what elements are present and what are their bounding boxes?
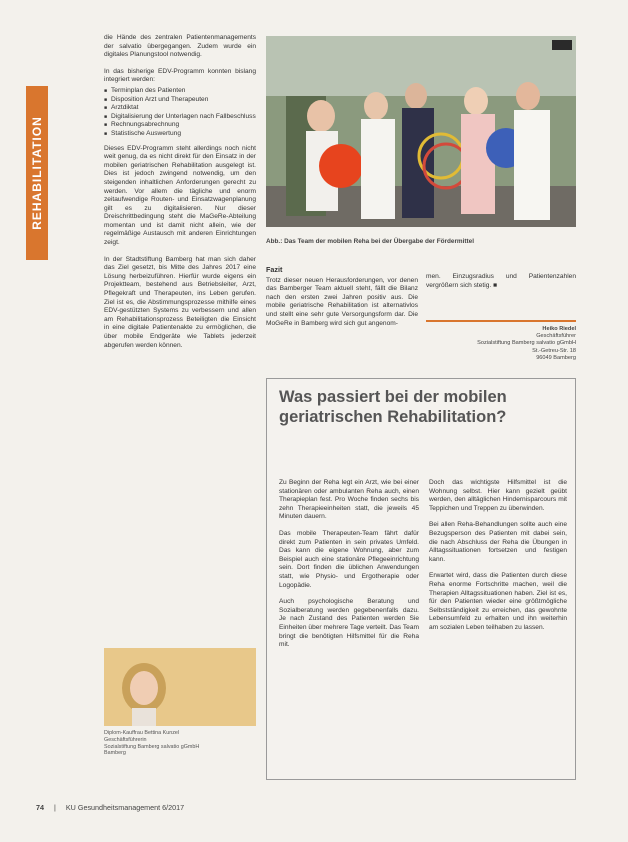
- photo-caption: Abb.: Das Team der mobilen Reha bei der Übergabe der Fördermittel: [266, 238, 474, 245]
- list-item: ■ Terminplan des Patienten: [104, 87, 256, 96]
- list-item: ■ Arztdiktat: [104, 104, 256, 113]
- author-divider: [426, 320, 576, 322]
- info-box: [266, 378, 576, 780]
- fazit-column-2: men. Einzugsradius und Patientenzahlen vergrößern sich stetig. ■: [426, 273, 576, 289]
- fazit-heading: Fazit: [266, 265, 283, 274]
- list-item: ■ Disposition Arzt und Therapeuten: [104, 96, 256, 105]
- box-column-1: Zu Beginn der Reha legt ein Arzt, wie bei einer stationären oder ambulanten Reha auch, einen Therapieplan fest. Pro Woche finden sechs bis zehn Therapieeinheiten statt, die jeweils 45 Minuten dauern. Das mobile Therapeuten-Team fährt dafür direkt zum Patienten in sein privates Umfeld. Das kann die eigene Wohnung, aber zum Beispiel auch eine stationäre Pflegeeinrichtung sein. Dort finden die üblichen Anwendungen statt, wie Physio- und Ergotherapie oder Logopädie. Auch psychologische Beratung und Sozialberatung werden gegebenenfalls dazu. Je nach Zustand des Patienten werden Sie Einheiten über mehrere Tage verteilt. Das Team bringt die benötigten Hilfsmittel für die Reha mit.: [279, 479, 419, 649]
- section-label: REHABILITATION: [30, 116, 45, 230]
- feature-list: [104, 87, 256, 139]
- box-title: Was passiert bei der mobilen geriatrischen Rehabilitation?: [279, 388, 507, 426]
- left-column-text: [104, 34, 256, 358]
- paragraph: In der Stadtstiftung Bamberg hat man sich daher das Ziel gesetzt, bis Mitte des Jahres 2017 eine Lösung herbeizuführen. Hierfür wurde eigens ein Projektteam, bestehend aus Betriebsleiter, Arzt, Pflegekraft und Therapeuten, ins Leben gerufen. Ziel ist es, die Abstimmungsprozesse mithilfe eines EDV-gestützten Systems zu verbessern und allen am Rehabilitationsprozess Beteiligten die Einsicht in eine digitale Patientenakte zu ermöglichen, die über mobile Endgeräte wie Tablets jederzeit abgerufen werden können.: [104, 255, 256, 349]
- page-number: 74: [36, 803, 44, 812]
- publication-name: KU Gesundheitsmanagement 6/2017: [65, 803, 185, 812]
- portrait-caption: Diplom-Kauffrau Bettina Kunzel Geschäftsführerin Sozialstiftung Bamberg salvatio gGmbH Bamberg: [104, 730, 200, 757]
- list-item: ■ Rechnungsabrechnung: [104, 121, 256, 130]
- paragraph: Dieses EDV-Programm steht allerdings noch nicht weit genug, da es nicht direkt für den Einsatz in der mobilen geriatrischen Rehabilitation ausgelegt ist. Dies ist jedoch zwingend notwendig, um den steigenden inhaltlichen Anforderungen gerecht zu werden. Vor allem die tägliche und enorm zeitaufwendige Routen- und Einsatzwagenplanung gilt es zu digitalisieren. Nur dieser Dreischrittbedingung steht die MaGeRe-Abteilung momentan und ist damit nicht allein, wie der regelmäßige Austausch mit anderen Einrichtungen zeigt.: [104, 144, 256, 247]
- author-portrait: [104, 648, 256, 726]
- intro-paragraph: die Hände des zentralen Patientenmanagements der salvatio übergegangen. Zudem wurde ein digitales Planungstool notwendig.: [104, 34, 256, 59]
- list-item: ■ Digitalisierung der Unterlagen nach Fallbeschluss: [104, 113, 256, 122]
- end-mark: ■: [493, 281, 498, 289]
- author-block: Heiko Riedel Geschäftsführer Sozialstiftung Bamberg salvatio gGmbH St.-Getreu-Str. 18 96049 Bamberg: [477, 326, 576, 361]
- box-column-2: Doch das wichtigste Hilfsmittel ist die Wohnung selbst. Hier kann gezielt geübt werden, den alltäglichen Hindernisparcours mit Teppichen und Treppen zu überwinden. Bei allen Reha-Behandlungen sollte auch eine Bezugsperson des Patienten mit dabei sein, die nach Abschluss der Reha die Übungen in Alltagssituationen fortsetzen und festigen kann. Erwartet wird, dass die Patienten durch diese Reha enorme Fortschritte machen, weil die Therapien Alltagssituationen haben. Ziel ist es, für den Patienten wieder eine größtmögliche Selbstständigkeit zu erreichen, das gewohnte Lebensumfeld zu erhalten und ihn weiterhin am sozialen Leben teilhaben zu lassen.: [429, 479, 567, 631]
- page-footer: 74 | KU Gesundheitsmanagement 6/2017: [36, 803, 185, 812]
- fazit-column-1: Fazit Trotz dieser neuen Herausforderungen, vor denen das Bamberger Team aktuell steht, fällt die Bilanz nach den ersten zwei Jahren positiv aus. Die mobile geriatrische Rehabilitation ist alternativlos und stellt eine sehr gute Versorgungsform dar. Die MoGeRe in Bamberg wird sich gut angenom-: [266, 265, 418, 327]
- team-photo: [266, 36, 576, 227]
- paragraph: In das bisherige EDV-Programm konnten bislang integriert werden:: [104, 67, 256, 84]
- list-item: ■ Statistische Auswertung: [104, 130, 256, 139]
